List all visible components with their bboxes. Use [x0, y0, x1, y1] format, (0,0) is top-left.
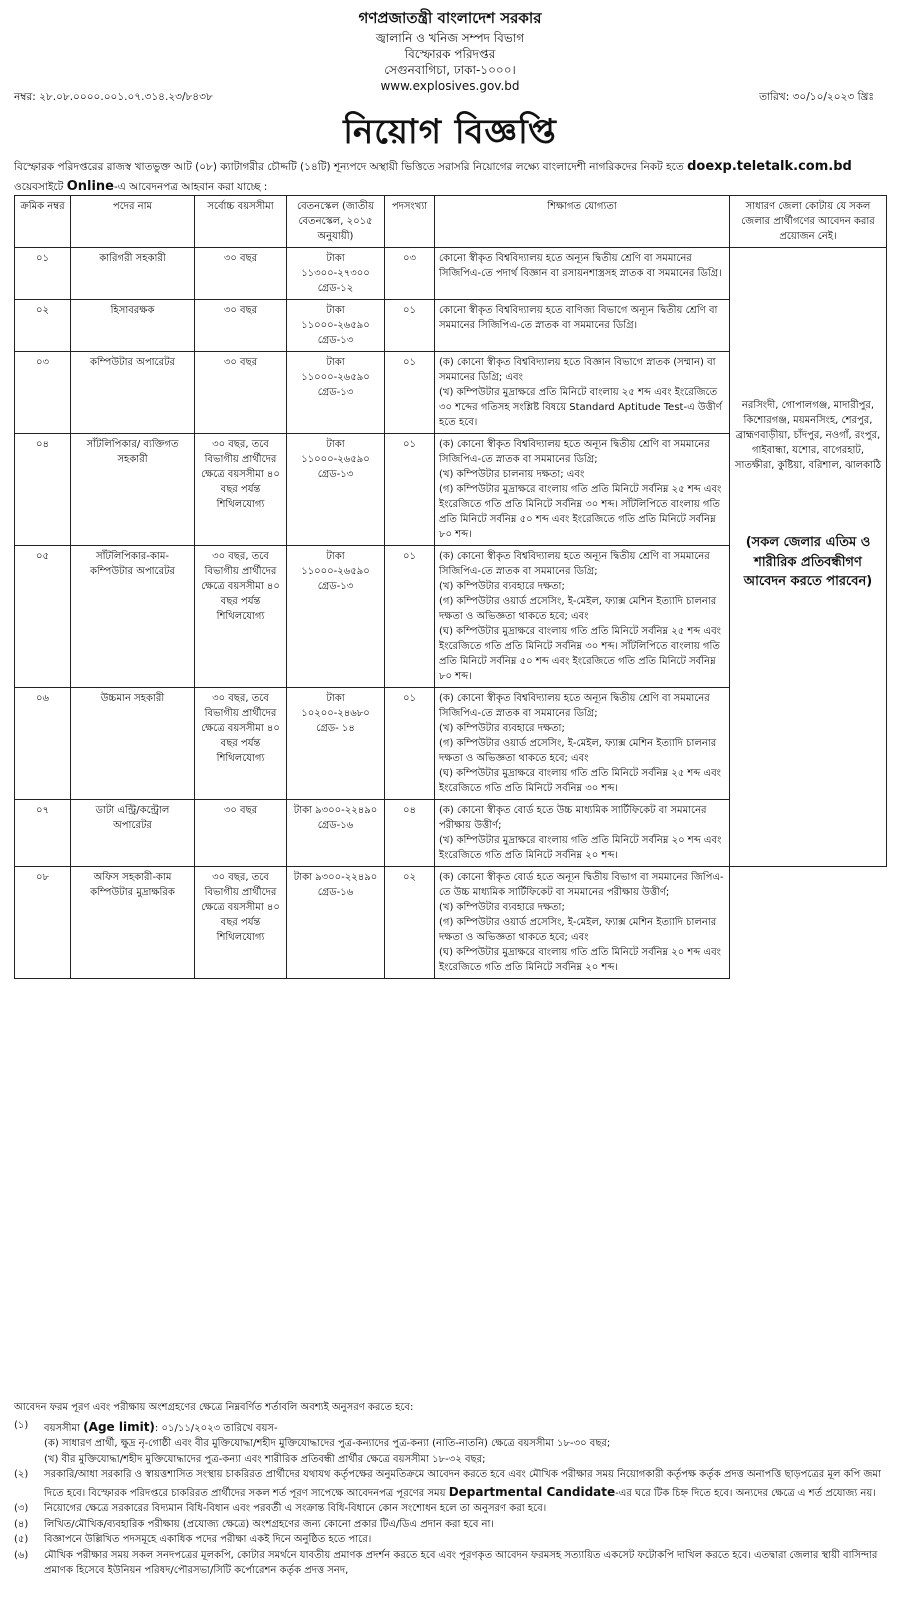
- condition-2: [14, 1467, 886, 1501]
- row-qualification: [435, 434, 730, 546]
- conditions-intro: আবেদন ফরম পূরণ এবং পরীক্ষায় অংশগ্রহণের ক্ষেত্রে নিম্নবর্ণিত শর্তাবলি অবশ্যই অনুসরণ করতে হবে:: [14, 1402, 414, 1413]
- row-serial: ০৬: [15, 688, 71, 800]
- row-serial: ০৪: [15, 434, 71, 546]
- qualification-item: (খ) কম্পিউটার মুদ্রাক্ষরে প্রতি মিনিটে বাংলায় ২৫ শব্দ এবং ইংরেজিতে ৩০ শব্দের গতিসহ সংশ্লিষ্ট বিষয়ে Standard Aptitude Test-এ উত্তীর্ণ হতে হবে।: [439, 387, 722, 428]
- condition-5-text: বিজ্ঞাপনে উল্লিখিত পদসমূহে একাধিক পদের পরীক্ষা একই দিনে অনুষ্ঠিত হতে পারে।: [44, 1534, 372, 1546]
- qualification-item: (ক) কোনো স্বীকৃত বোর্ড হতে অন্যূন দ্বিতীয় বিভাগ বা সমমানের জিপিএ-তে উচ্চ মাধ্যমিক সার্টিফিকেট বা সমমানের পরীক্ষায় উত্তীর্ণ;: [439, 872, 724, 898]
- row-post-count: ০৩: [385, 248, 435, 300]
- table-row: [15, 867, 887, 979]
- quota-exemption-note: (সকল জেলার এতিম ও শারীরিক প্রতিবন্ধীগণ আবেদন করতে পারবেন): [743, 535, 873, 589]
- condition-3: [14, 1501, 886, 1517]
- condition-4: [14, 1517, 886, 1533]
- row-post-count: ০১: [385, 688, 435, 800]
- header-qualification: শিক্ষাগত যোগ্যতা: [435, 196, 730, 248]
- condition-number: (২): [14, 1469, 29, 1481]
- qualification-item: (গ) কম্পিউটার ওয়ার্ড প্রসেসিং, ই-মেইল, ফ্যাক্স মেশিন ইত্যাদি চালনার দক্ষতা ও অভিজ্ঞতা থাকতে হবে; এবং: [439, 917, 717, 943]
- header-scale: বেতনস্কেল (জাতীয় বেতনস্কেল, ২০১৫ অনুযায়ী): [287, 196, 385, 248]
- qualification-item: কোনো স্বীকৃত বিশ্ববিদ্যালয় হতে বাণিজ্য বিভাগে অন্যূন দ্বিতীয় শ্রেণি বা সমমানের সিজিপিএ-তে স্নাতক বা সমমানের ডিগ্রি।: [439, 305, 718, 331]
- qualification-item: (খ) কম্পিউটার চালনায় দক্ষতা; এবং: [439, 469, 585, 480]
- condition-1a: (ক) সাধারণ প্রার্থী, ক্ষুদ্র নৃ-গোষ্ঠী এবং বীর মুক্তিযোদ্ধা/শহীদ মুক্তিযোদ্ধাদের পুত্র-কন্যাদের পুত্র-কন্যা (নাতি-নাতনি) ক্ষেত্রে বয়সসীমা ১৮-৩০ বছর;: [44, 1438, 611, 1450]
- row-post-count: ০১: [385, 434, 435, 546]
- row-post-name: কম্পিউটার অপারেটর: [71, 352, 195, 434]
- row-pay-scale: টাকা ১১০০০-২৬৫৯০ গ্রেড-১৩: [287, 434, 385, 546]
- qualification-item: (গ) কম্পিউটার ওয়ার্ড প্রসেসিং, ই-মেইল, ফ্যাক্স মেশিন ইত্যাদি চালনার দক্ষতা ও অভিজ্ঞতা থাকতে হবে; এবং: [439, 596, 717, 622]
- row-post-name: অফিস সহকারী-কাম কম্পিউটার মুদ্রাক্ষরিক: [71, 867, 195, 979]
- row-serial: ০৭: [15, 800, 71, 867]
- header-age: সর্বোচ্চ বয়সসীমা: [195, 196, 287, 248]
- row-post-name: ডাটা এন্ট্রি/কন্ট্রোল অপারেটর: [71, 800, 195, 867]
- condition-number: (১): [14, 1419, 29, 1431]
- condition-number: (৬): [14, 1549, 29, 1561]
- condition-number: (৪): [14, 1518, 29, 1530]
- row-pay-scale: টাকা ১১০০০-২৬৫৯০ গ্রেড-১৩: [287, 546, 385, 688]
- qualification-item: (ক) কোনো স্বীকৃত বিশ্ববিদ্যালয় হতে অন্যূন দ্বিতীয় শ্রেণি বা সমমানের সিজিপিএ-তে স্নাতক বা সমমানের ডিগ্রি;: [439, 551, 710, 577]
- row-age-limit: ৩০ বছর, তবে বিভাগীয় প্রার্থীদের ক্ষেত্রে বয়সসীমা ৪০ বছর পর্যন্ত শিথিলযোগ্য: [195, 688, 287, 800]
- website[interactable]: www.explosives.gov.bd: [380, 79, 520, 94]
- row-pay-scale: টাকা ১১৩০০-২৭৩০০ গ্রেড-১২: [287, 248, 385, 300]
- issue-date: তারিখ: ৩০/১০/২০২৩ খ্রিঃ: [759, 91, 874, 103]
- letterhead: [0, 8, 900, 95]
- condition-3-text: নিয়োগের ক্ষেত্রে সরকারের বিদ্যমান বিধি-বিধান এবং পরবর্তী এ সংক্রান্ত বিধি-বিধানে কোন সংশোধন হলে তা অনুসরণ করা হবে।: [44, 1503, 547, 1515]
- row-post-count: ০১: [385, 546, 435, 688]
- row-pay-scale: টাকা ৯৩০০-২২৪৯০ গ্রেড-১৬: [287, 867, 385, 979]
- row-post-count: ০৪: [385, 800, 435, 867]
- row-serial: ০৫: [15, 546, 71, 688]
- qualification-item: (ক) কোনো স্বীকৃত বিশ্ববিদ্যালয় হতে বিজ্ঞান বিভাগে স্নাতক (সম্মান) বা সমমানের ডিগ্রি; এবং: [439, 357, 716, 383]
- table-row: [15, 248, 887, 300]
- condition-4-text: লিখিত/মৌখিক/ব্যবহারিক পরীক্ষায় (প্রযোজ্য ক্ষেত্রে) অংশগ্রহণের জন্য কোনো প্রকার টিএ/ডিএ প্রদান করা হবে না।: [44, 1518, 495, 1530]
- row-post-count: ০২: [385, 867, 435, 979]
- row-pay-scale: টাকা ১১০০০-২৬৫৯০ গ্রেড-১৩: [287, 352, 385, 434]
- header-post: পদের নাম: [71, 196, 195, 248]
- govt-name: গণপ্রজাতন্ত্রী বাংলাদেশ সরকার: [358, 9, 542, 27]
- condition-number: (৩): [14, 1503, 29, 1515]
- row-age-limit: ৩০ বছর: [195, 300, 287, 352]
- row-qualification: [435, 867, 730, 979]
- row-qualification: [435, 352, 730, 434]
- empty-cell: [730, 867, 887, 979]
- row-age-limit: ৩০ বছর, তবে বিভাগীয় প্রার্থীদের ক্ষেত্রে বয়সসীমা ৪০ বছর পর্যন্ত শিথিলযোগ্য: [195, 867, 287, 979]
- memo-number: নম্বর: ২৮.০৮.০০০০.০০১.০৭.৩১৪.২৩/৮৪৩৮: [14, 91, 213, 103]
- row-serial: ০৩: [15, 352, 71, 434]
- row-post-name: উচ্চমান সহকারী: [71, 688, 195, 800]
- age-limit-date: : ০১/১১/২০২৩ তারিখে বয়স-: [154, 1422, 278, 1434]
- address: সেগুনবাগিচা, ঢাকা-১০০০।: [384, 63, 516, 78]
- row-post-name: কারিগরী সহকারী: [71, 248, 195, 300]
- row-age-limit: ৩০ বছর, তবে বিভাগীয় প্রার্থীদের ক্ষেত্রে বয়সসীমা ৪০ বছর পর্যন্ত শিথিলযোগ্য: [195, 546, 287, 688]
- intro-text-3: -এ আবেদনপত্র আহবান করা যাচ্ছে :: [114, 181, 268, 194]
- row-qualification: [435, 688, 730, 800]
- qualification-item: (ক) কোনো স্বীকৃত বিশ্ববিদ্যালয় হতে অন্যূন দ্বিতীয় শ্রেণি বা সমমানের সিজিপিএ-তে স্নাতক বা সমমানের ডিগ্রি;: [439, 693, 710, 719]
- row-pay-scale: টাকা ৯৩০০-২২৪৯০ গ্রেড-১৬: [287, 800, 385, 867]
- row-age-limit: ৩০ বছর: [195, 800, 287, 867]
- row-age-limit: ৩০ বছর: [195, 352, 287, 434]
- row-pay-scale: টাকা ১০২০০-২৪৬৮০ গ্রেড- ১৪: [287, 688, 385, 800]
- row-post-count: ০১: [385, 300, 435, 352]
- qualification-item: (ক) কোনো স্বীকৃত বিশ্ববিদ্যালয় হতে অন্যূন দ্বিতীয় শ্রেণি বা সমমানের সিজিপিএ-তে স্নাতক বা সমমানের ডিগ্রি;: [439, 439, 710, 465]
- condition-2-text-end: -এর ঘরে টিক চিহ্ন দিতে হবে। অন্যদের ক্ষেত্রে এ শর্ত প্রযোজ্য নয়।: [615, 1487, 876, 1499]
- row-pay-scale: টাকা ১১০০০-২৬৫৯০ গ্রেড-১৩: [287, 300, 385, 352]
- header-quota-note: সাধারণ জেলা কোটায় যে সকল জেলার প্রার্থীগণের আবেদন করার প্রয়োজন নেই।: [730, 196, 887, 248]
- qualification-item: (খ) কম্পিউটার ব্যবহারে দক্ষতা;: [439, 902, 565, 913]
- row-post-count: ০১: [385, 352, 435, 434]
- page-title: নিয়োগ বিজ্ঞপ্তি: [343, 112, 557, 152]
- age-limit-label: বয়সসীমা: [44, 1422, 80, 1434]
- vacancy-table: [14, 195, 887, 979]
- qualification-item: (খ) কম্পিউটার ব্যবহারে দক্ষতা;: [439, 723, 565, 734]
- row-post-name: হিসাবরক্ষক: [71, 300, 195, 352]
- row-post-name: সাঁটলিপিকার-কাম-কম্পিউটার অপারেটর: [71, 546, 195, 688]
- row-qualification: [435, 300, 730, 352]
- header-serial: ক্রমিক নম্বর: [15, 196, 71, 248]
- division-name: জ্বালানি ও খনিজ সম্পদ বিভাগ: [375, 30, 525, 45]
- row-serial: ০৮: [15, 867, 71, 979]
- age-limit-english: (Age limit): [83, 1419, 155, 1434]
- department-name: বিস্ফোরক পরিদপ্তর: [404, 46, 496, 61]
- condition-1: [14, 1418, 886, 1437]
- qualification-item: (ঘ) কম্পিউটার মুদ্রাক্ষরে বাংলায় গতি প্রতি মিনিটে সর্বনিম্ন ২০ শব্দ এবং ইংরেজিতে গতি প্রতি মিনিটে সর্বনিম্ন ২০ শব্দ।: [439, 947, 721, 973]
- table-header-row: [15, 196, 887, 248]
- qualification-item: কোনো স্বীকৃত বিশ্ববিদ্যালয় হতে অন্যূন দ্বিতীয় শ্রেণি বা সমমানের সিজিপিএ-তে পদার্থ বিজ্ঞান বা রসায়নশাস্ত্রসহ স্নাতক বা সমমানের ডিগ্রি।: [439, 253, 722, 279]
- intro-text-2: ওয়েবসাইটে: [14, 181, 64, 194]
- row-qualification: [435, 546, 730, 688]
- condition-2-text: সরকারি/আধা সরকারি ও স্বায়ত্তশাসিত সংস্থায় চাকরিরত প্রার্থীদের যথাযথ কর্তৃপক্ষের অনুমতিক্রমে আবেদন করতে হবে এবং মৌখিক পরীক্ষার সময় নিয়োগকারী কর্তৃপক্ষ কর্তৃক প্রদত্ত অনাপত্তি ছাড়পত্রের মূল কপি জমা দিতে হবে। বিস্ফোরক পরিদপ্তরে চাকরিরত প্রার্থীদের সকল শর্ত পূরণ সাপেক্ষে আবেদনপত্র পূরণের সময়: [44, 1469, 881, 1499]
- application-site-link[interactable]: doexp.teletalk.com.bd: [687, 159, 852, 174]
- row-post-name: সাঁটলিপিকার/ ব্যক্তিগত সহকারী: [71, 434, 195, 546]
- intro-paragraph: [14, 157, 886, 197]
- qualification-item: (খ) কম্পিউটার মুদ্রাক্ষরে বাংলায় গতি প্রতি মিনিটে সর্বনিম্ন ২০ শব্দ এবং ইংরেজিতে গতি প্রতি মিনিটে সর্বনিম্ন ২০ শব্দ।: [439, 835, 722, 861]
- online-label: Online: [66, 179, 114, 195]
- row-serial: ০২: [15, 300, 71, 352]
- row-age-limit: ৩০ বছর, তবে বিভাগীয় প্রার্থীদের ক্ষেত্রে বয়সসীমা ৪০ বছর পর্যন্ত শিথিলযোগ্য: [195, 434, 287, 546]
- condition-1b: (খ) বীর মুক্তিযোদ্ধা/শহীদ মুক্তিযোদ্ধাদের পুত্র-কন্যা এবং শারীরিক প্রতিবন্ধী প্রার্থীর ক্ষেত্রে বয়সসীমা ১৮-৩২ বছর;: [44, 1453, 486, 1465]
- qualification-item: (গ) কম্পিউটার মুদ্রাক্ষরে বাংলায় গতি প্রতি মিনিটে সর্বনিম্ন ২৫ শব্দ এবং ইংরেজিতে গতি প্রতি মিনিটে সর্বনিম্ন ৩০ শব্দ। সাঁটলিপিতে বাংলায় গতি প্রতি মিনিটে সর্বনিম্ন ৫০ শব্দ এবং ইংরেজিতে গতি প্রতি মিনিটে সর্বনিম্ন ৮০ শব্দ।: [439, 484, 722, 540]
- condition-6: [14, 1548, 886, 1579]
- qualification-item: (গ) কম্পিউটার ওয়ার্ড প্রসেসিং, ই-মেইল, ফ্যাক্স মেশিন ইত্যাদি চালনার দক্ষতা ও অভিজ্ঞতা থাকতে হবে; এবং: [439, 738, 717, 764]
- row-qualification: [435, 800, 730, 867]
- qualification-item: (ঘ) কম্পিউটার মুদ্রাক্ষরে বাংলায় গতি প্রতি মিনিটে সর্বনিম্ন ২৫ শব্দ এবং ইংরেজিতে গতি প্রতি মিনিটে সর্বনিম্ন ৩০ শব্দ। সাঁটলিপিতে বাংলায় গতি প্রতি মিনিটে সর্বনিম্ন ৫০ শব্দ এবং ইংরেজিতে গতি প্রতি মিনিটে সর্বনিম্ন ৮০ শব্দ।: [439, 626, 721, 682]
- qualification-item: (ঘ) কম্পিউটার মুদ্রাক্ষরে বাংলায় গতি প্রতি মিনিটে সর্বনিম্ন ২৫ শব্দ এবং ইংরেজিতে গতি প্রতি মিনিটে সর্বনিম্ন ৩০ শব্দ।: [439, 768, 721, 794]
- header-count: পদসংখ্যা: [385, 196, 435, 248]
- condition-5: [14, 1532, 886, 1548]
- qualification-item: (ক) কোনো স্বীকৃত বোর্ড হতে উচ্চ মাধ্যমিক সার্টিফিকেট বা সমমানের পরীক্ষায় উত্তীর্ণ;: [439, 805, 707, 831]
- qualification-item: (খ) কম্পিউটার ব্যবহারে দক্ষতা;: [439, 581, 565, 592]
- intro-text-1: বিস্ফোরক পরিদপ্তরের রাজস্ব খাতভুক্ত আট (০৮) ক্যাটাগরীর চৌদ্দটি (১৪টি) শূন্যপদে অস্থায়ী ভিত্তিতে সরাসরি নিয়োগের লক্ষ্যে বাংলাদেশী নাগরিকদের নিকট হতে: [14, 161, 684, 173]
- row-qualification: [435, 248, 730, 300]
- quota-district-list: [730, 248, 887, 867]
- row-age-limit: ৩০ বছর: [195, 248, 287, 300]
- departmental-candidate-label: Departmental Candidate: [448, 1484, 616, 1499]
- quota-districts-text: নরসিংদী, গোপালগঞ্জ, মাদারীপুর, কিশোরগঞ্জ, ময়মনসিংহ, শেরপুর, ব্রাহ্মণবাড়ীয়া, চাঁদপুর, নওগাঁ, রংপুর, গাইবান্ধা, যশোর, বাগেরহাট, সাতক্ষীরা, কুষ্টিয়া, বরিশাল, ঝালকাঠি: [734, 400, 882, 471]
- conditions-section: [14, 1400, 886, 1579]
- condition-6-text: মৌখিক পরীক্ষার সময় সকল সনদপত্রের মূলকপি, কোটার সমর্থনে যাবতীয় প্রমাণক প্রদর্শন করতে হবে এবং পূরণকৃত আবেদন ফরমসহ সত্যায়িত একসেট ফটোকপি দাখিল করতে হবে। এতদ্বারা জেলার স্থায়ী বাসিন্দার প্রমাণক হিসেবে ইউনিয়ন পরিষদ/পৌরসভা/সিটি কর্পোরেশন কর্তৃক প্রদত্ত সনদ,: [44, 1549, 878, 1577]
- condition-number: (৫): [14, 1534, 29, 1546]
- row-serial: ০১: [15, 248, 71, 300]
